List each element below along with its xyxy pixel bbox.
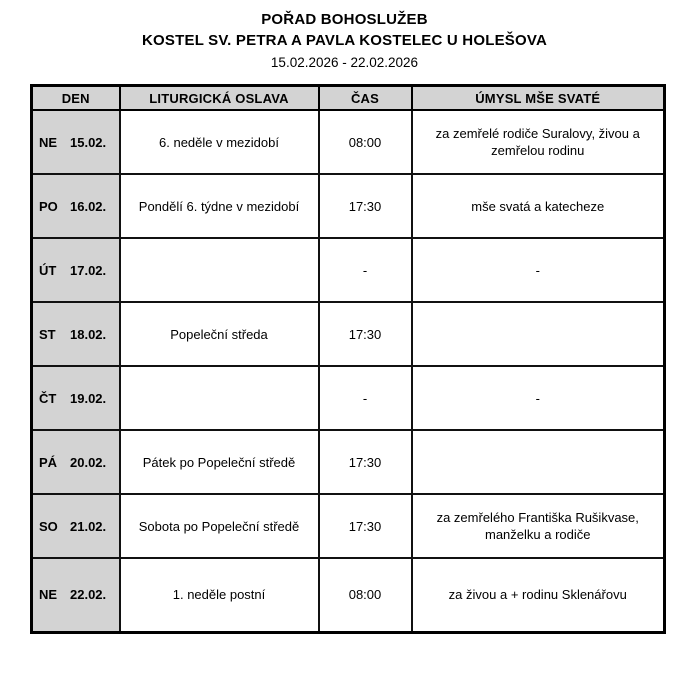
day-date: 21.02. <box>70 518 107 534</box>
celebration-cell: Pondělí 6. týdne v mezidobí <box>120 174 319 238</box>
table-row <box>32 494 665 558</box>
intention-cell: mše svatá a katecheze <box>412 174 665 238</box>
day-date: 22.02. <box>70 587 107 603</box>
intention-cell <box>412 302 665 366</box>
table-row <box>32 174 665 238</box>
day-cell <box>32 430 120 494</box>
day-cell <box>32 558 120 632</box>
day-abbreviation: ČT <box>39 390 57 406</box>
table-row <box>32 430 665 494</box>
celebration-cell: Popeleční středa <box>120 302 319 366</box>
day-abbreviation: SO <box>39 518 58 534</box>
column-header-day: DEN <box>32 86 120 111</box>
day-date: 20.02. <box>70 454 107 470</box>
table-row <box>32 558 665 632</box>
time-cell: 08:00 <box>319 110 412 174</box>
time-cell: - <box>319 366 412 430</box>
celebration-cell <box>120 366 319 430</box>
time-cell: 17:30 <box>319 174 412 238</box>
column-header-celebration: LITURGICKÁ OSLAVA <box>120 86 319 111</box>
day-cell <box>32 110 120 174</box>
celebration-cell <box>120 238 319 302</box>
day-abbreviation: PO <box>39 198 58 214</box>
table-row <box>32 110 665 174</box>
time-cell: 08:00 <box>319 558 412 632</box>
intention-cell: - <box>412 238 665 302</box>
time-cell: 17:30 <box>319 494 412 558</box>
intention-cell: za zemřelé rodiče Suralovy, živou a zemřelou rodinu <box>412 110 665 174</box>
document-header <box>0 0 689 73</box>
day-cell <box>32 174 120 238</box>
table-row <box>32 302 665 366</box>
day-cell <box>32 238 120 302</box>
celebration-cell: Pátek po Popeleční středě <box>120 430 319 494</box>
day-date: 19.02. <box>70 390 107 406</box>
intention-cell: za zemřelého Františka Rušikvase, manželku a rodiče <box>412 494 665 558</box>
table-row <box>32 238 665 302</box>
week-date-range: 15.02.2026 - 22.02.2026 <box>270 55 419 70</box>
intention-cell: - <box>412 366 665 430</box>
day-abbreviation: ÚT <box>39 262 57 278</box>
day-date: 17.02. <box>70 262 107 278</box>
schedule-body <box>32 110 665 632</box>
schedule-table-head <box>32 86 665 111</box>
day-abbreviation: NE <box>39 134 58 150</box>
day-abbreviation: PÁ <box>39 454 58 470</box>
day-cell <box>32 366 120 430</box>
day-abbreviation: ST <box>39 326 56 342</box>
celebration-cell: 1. neděle postní <box>120 558 319 632</box>
time-cell: - <box>319 238 412 302</box>
intention-cell: za živou a + rodinu Sklenářovu <box>412 558 665 632</box>
day-cell <box>32 302 120 366</box>
time-cell: 17:30 <box>319 430 412 494</box>
church-name: KOSTEL SV. PETRA A PAVLA KOSTELEC U HOLEŠOVA <box>142 32 547 49</box>
day-date: 15.02. <box>70 134 107 150</box>
day-abbreviation: NE <box>39 587 58 603</box>
day-date: 18.02. <box>70 326 107 342</box>
time-cell: 17:30 <box>319 302 412 366</box>
column-header-intention: ÚMYSL MŠE SVATÉ <box>412 86 665 111</box>
table-row <box>32 366 665 430</box>
intention-cell <box>412 430 665 494</box>
day-date: 16.02. <box>70 198 107 214</box>
celebration-cell: Sobota po Popeleční středě <box>120 494 319 558</box>
schedule-table <box>30 84 666 634</box>
column-header-time: ČAS <box>319 86 412 111</box>
header-row <box>32 86 665 111</box>
celebration-cell: 6. neděle v mezidobí <box>120 110 319 174</box>
page-title: POŘAD BOHOSLUŽEB <box>261 11 428 28</box>
day-cell <box>32 494 120 558</box>
